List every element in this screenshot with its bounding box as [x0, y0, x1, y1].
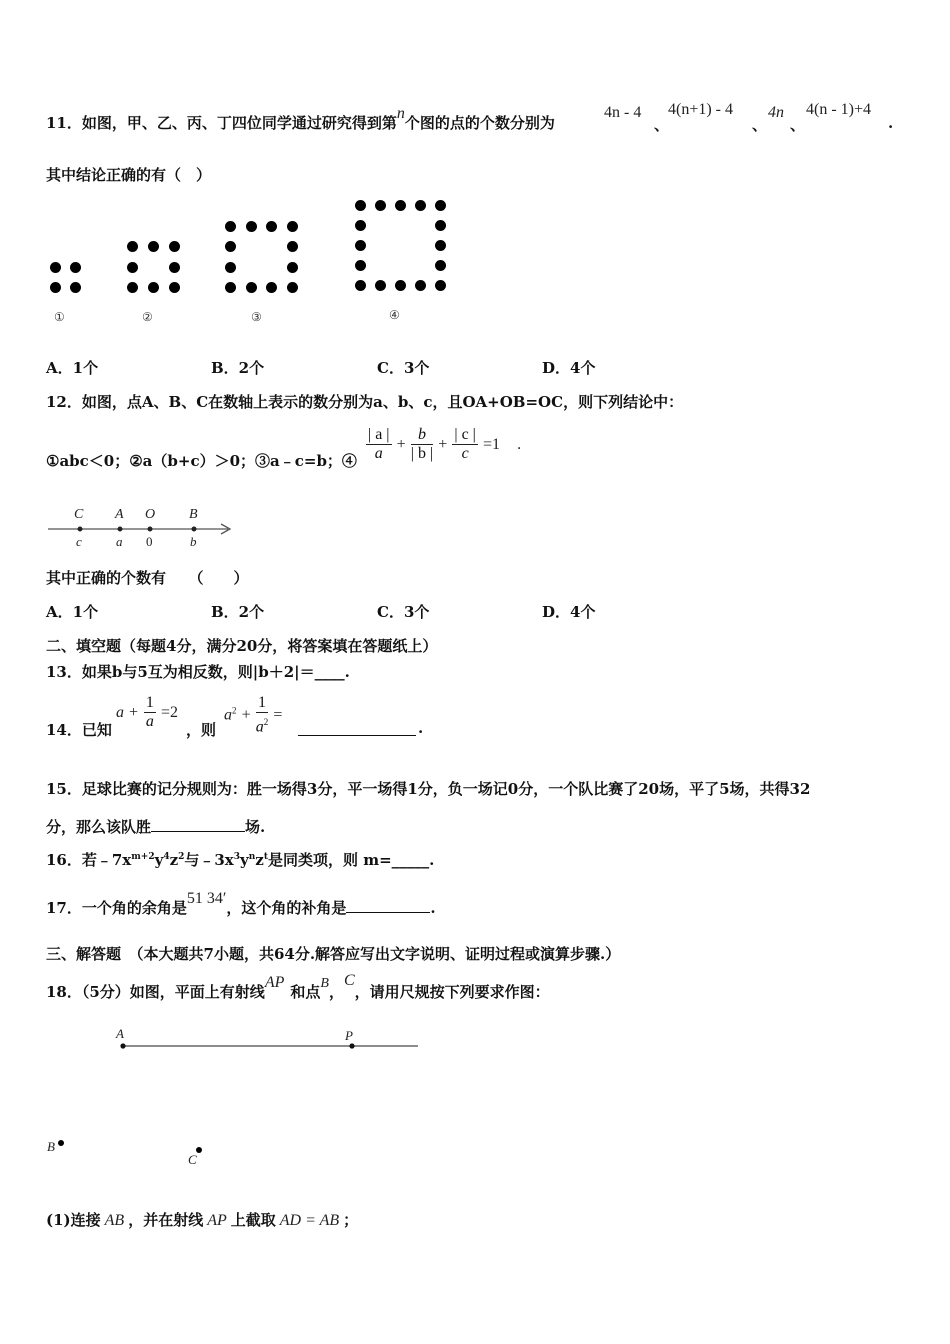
- q11-option-c: C．3个: [377, 359, 430, 377]
- q12-subquestion: 其中正确的个数有 （ ）: [46, 569, 249, 587]
- axis-value-0: 0: [146, 534, 153, 549]
- q14-target-expression: $a^2$ + $\frac{1}{a^2}$ =: [224, 694, 283, 736]
- q12-fraction-expression: $\frac{| a |}{a}$ + $\frac{b}{| b |}$ + $\frac{| c |}{c}$ =1 .: [368, 426, 522, 462]
- q17: 17．一个角的余角是51 34′，这个角的补角是 .: [46, 890, 436, 917]
- q16: 16．若$﹣7x^{m+2}y^4z^2$与$﹣3x^3y^nz^t$是同类项，则 m=_____.: [46, 851, 435, 869]
- fig-caption-3: ③: [251, 310, 262, 324]
- fig-caption-1: ①: [54, 310, 65, 324]
- fig-caption-4: ④: [389, 308, 400, 322]
- q12-conditions: ①abc＜0；②a（b+c）＞0；③a﹣c=b；④: [46, 452, 357, 470]
- q12-stem: 12．如图，点A、B、C在数轴上表示的数分别为a、b、c，且OA+OB=OC，则下列结论中：: [46, 393, 684, 411]
- axis-value-a: a: [116, 534, 123, 549]
- label-P: P: [345, 1028, 353, 1043]
- q14-label: 14．已知: [46, 721, 112, 739]
- q11-expr-1: 4n - 4: [604, 104, 642, 121]
- axis-value-b: b: [190, 534, 197, 549]
- point-C: [196, 1147, 202, 1153]
- point-B: [58, 1140, 64, 1146]
- q11-subquestion: 其中结论正确的有（ ）: [46, 166, 212, 184]
- q15-answer-blank: [151, 817, 245, 832]
- point-P: [349, 1043, 354, 1048]
- q11-stem: 11．如图，甲、乙、丙、丁四位同学通过研究得到第n个图的点的个数分别为: [46, 105, 555, 132]
- label-C: C: [188, 1152, 197, 1167]
- q11-n: n: [396, 105, 405, 122]
- q12-option-a: A．1个: [46, 603, 99, 621]
- q11-expr-2: 4(n+1) - 4: [668, 101, 734, 118]
- q11-expr-4: 4(n - 1)+4: [806, 101, 872, 118]
- point-a: [118, 527, 123, 532]
- q14-answer-blank: [298, 721, 416, 736]
- point-c: [78, 527, 83, 532]
- q18-step-1: (1)连接 AB ，并在射线 AP 上截取 AD = AB ；: [46, 1211, 359, 1229]
- ray-AP: [110, 1035, 430, 1055]
- q12-option-c: C．3个: [377, 603, 430, 621]
- q13: 13．如果b与5互为相反数，则|b＋2|＝____.: [46, 663, 350, 681]
- q17-answer-blank: [346, 898, 430, 913]
- point-b: [192, 527, 197, 532]
- point-o: [148, 527, 153, 532]
- fig-caption-2: ②: [142, 310, 153, 324]
- axis-label-O: O: [145, 507, 156, 522]
- axis-label-A: A: [115, 507, 124, 522]
- q12-option-b: B．2个: [211, 603, 265, 621]
- q11-option-a: A．1个: [46, 359, 99, 377]
- q11-option-b: B．2个: [211, 359, 265, 377]
- section-3-heading: 三、解答题 （本大题共7小题，共64分.解答应写出文字说明、证明过程或演算步骤.）: [46, 945, 621, 963]
- q15-line-1: 15．足球比赛的记分规则为：胜一场得3分，平一场得1分，负一场记0分，一个队比赛了20场，平了5场，共得32: [46, 780, 811, 798]
- point-A: [120, 1043, 125, 1048]
- label-A: A: [116, 1026, 124, 1041]
- q12-option-d: D．4个: [542, 603, 596, 621]
- q17-angle: 51 34′: [186, 890, 227, 907]
- q15-line-2: 分，那么该队胜 场.: [46, 818, 266, 836]
- section-2-heading: 二、填空题（每题4分，满分20分，将答案填在答题纸上）: [46, 637, 438, 655]
- axis-value-c: c: [76, 534, 82, 549]
- q11-expr-3: 4n: [768, 104, 784, 121]
- q18-stem: 18．（5分）如图，平面上有射线AP和点B，C，请用尺规按下列要求作图：: [46, 972, 550, 1001]
- axis-label-B: B: [189, 507, 198, 522]
- axis-label-C: C: [74, 507, 84, 522]
- q11-option-d: D．4个: [542, 359, 596, 377]
- q14-given-expression: a + $\frac{1}{a}$ =2: [116, 694, 179, 730]
- label-B: B: [47, 1139, 55, 1154]
